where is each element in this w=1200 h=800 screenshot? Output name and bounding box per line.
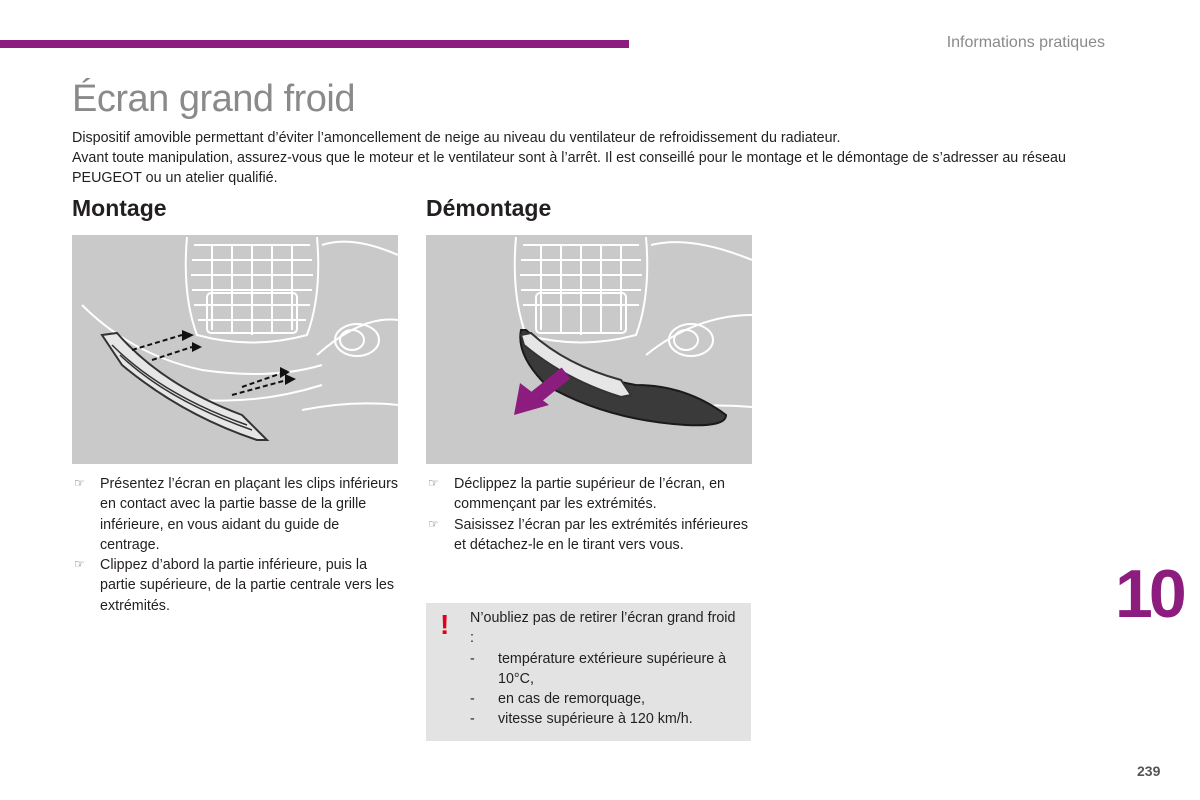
warning-list <box>470 649 740 730</box>
header-accent-bar <box>0 40 629 48</box>
warning-box <box>426 603 751 741</box>
list-item <box>72 474 402 555</box>
chapter-number: 10 <box>1115 556 1183 632</box>
hand-pointer-icon: ☞ <box>428 516 439 531</box>
list-item <box>426 474 756 515</box>
car-front-removal-illustration <box>426 235 752 464</box>
demontage-step-text: Déclippez la partie supérieur de l’écran, en commençant par les extrémités. <box>454 476 725 513</box>
warning-intro: N’oubliez pas de retirer l’écran grand froid : <box>470 610 736 647</box>
montage-step-text: Présentez l’écran en plaçant les clips inférieurs en contact avec la partie basse de la grille inférieure, en vous aidant du guide de centrage. <box>100 476 399 553</box>
intro-paragraph: Dispositif amovible permettant d’éviter l’amoncellement de neige au niveau du ventilateur de refroidissement du radiateur. <box>72 130 841 146</box>
section-label: Informations pratiques <box>946 34 1105 51</box>
warning-text <box>470 608 740 730</box>
warning-item: en cas de remorquage, <box>498 691 646 708</box>
hand-pointer-icon: ☞ <box>74 557 85 572</box>
demontage-steps <box>426 474 756 555</box>
intro-paragraph: Avant toute manipulation, assurez-vous que le moteur et le ventilateur sont à l’arrêt. Il est conseillé pour le montage et le démontage de s’adresser au réseau PEUGEOT ou un atelier qualifié. <box>72 150 1066 186</box>
hand-pointer-icon: ☞ <box>74 476 85 490</box>
list-item: - vitesse supérieure à 120 km/h. <box>470 711 693 728</box>
list-item: - en cas de remorquage, <box>470 691 646 708</box>
demontage-step-text: Saisissez l’écran par les extrémités inférieures et détachez-le en le tirant vers vous. <box>454 516 748 553</box>
warning-item: température extérieure supérieure à 10°C, <box>498 650 727 687</box>
page-number: 239 <box>1137 763 1161 779</box>
demontage-heading: Démontage <box>426 195 552 221</box>
list-item <box>426 515 756 556</box>
hand-pointer-icon: ☞ <box>428 476 439 490</box>
intro-text <box>72 128 1132 188</box>
demontage-illustration <box>426 235 752 464</box>
list-item: - température extérieure supérieure à 10°C, <box>470 650 727 687</box>
montage-heading: Montage <box>72 195 167 221</box>
exclamation-icon: ! <box>440 609 450 640</box>
warning-item: vitesse supérieure à 120 km/h. <box>498 711 693 728</box>
page-title: Écran grand froid <box>72 78 355 120</box>
montage-illustration <box>72 235 398 464</box>
montage-steps <box>72 474 402 616</box>
list-item <box>72 555 402 616</box>
montage-step-text: Clippez d’abord la partie inférieure, puis la partie supérieure, de la partie centrale vers les extrémités. <box>100 557 395 614</box>
car-front-grille-illustration <box>72 235 398 464</box>
